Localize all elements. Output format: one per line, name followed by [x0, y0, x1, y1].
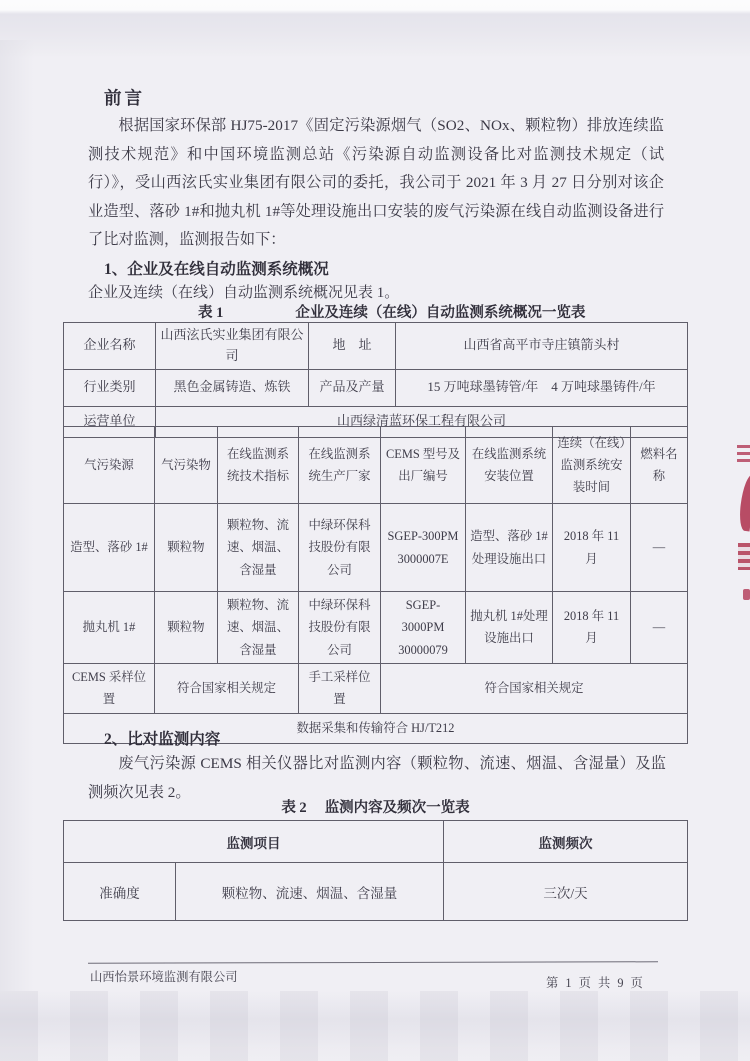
- section1-heading: 1、企业及在线自动监测系统概况: [104, 261, 329, 278]
- accuracy-frequency: 三次/天: [444, 863, 688, 921]
- table-row: [64, 663, 688, 713]
- row1-install-time: 2018 年 11 月: [553, 504, 631, 592]
- row1-manufacturer: 中绿环保科技股份有限公司: [299, 504, 381, 592]
- operator-value: 山西绿清蓝环保工程有限公司: [156, 406, 688, 437]
- col-header-pollution-source: 气污染源: [64, 427, 155, 504]
- table-header-row: [64, 427, 688, 504]
- col-header-pollutant: 气污染物: [155, 427, 218, 504]
- row2-fuel: —: [631, 592, 688, 664]
- table-row: [64, 863, 688, 921]
- preface-title: 前言: [104, 88, 145, 108]
- accuracy-items: 颗粒物、流速、烟温、含湿量: [176, 863, 444, 921]
- table-row: [64, 504, 688, 592]
- row2-pollutant: 颗粒物: [155, 592, 218, 664]
- col-header-monitor-items: 监测项目: [64, 821, 444, 863]
- table2-monitoring: [63, 820, 688, 921]
- table-row: [64, 323, 688, 370]
- address-label: 地 址: [309, 323, 396, 370]
- cems-sampling-label: CEMS 采样位置: [64, 663, 155, 713]
- col-header-manufacturer: 在线监测系统生产厂家: [299, 427, 381, 504]
- table1-label: 表 1: [198, 305, 224, 321]
- data-transmission-note: 数据采集和传输符合 HJ/T212: [64, 713, 688, 743]
- footer-company-name: 山西怡景环境监测有限公司: [90, 970, 238, 984]
- section2-heading: 2、比对监测内容: [104, 731, 221, 748]
- industry-value: 黑色金属铸造、炼铁: [156, 369, 309, 406]
- company-name-label: 企业名称: [64, 323, 156, 370]
- row1-model-serial: SGEP-300PM 3000007E: [381, 504, 466, 592]
- row2-install-time: 2018 年 11 月: [553, 592, 631, 664]
- operator-label: 运营单位: [64, 406, 156, 437]
- row2-source: 抛丸机 1#: [64, 592, 155, 664]
- col-header-install-time: 连续（在线）监测系统安装时间: [553, 427, 631, 504]
- table1-caption: [63, 301, 688, 322]
- table-header-row: [64, 821, 688, 863]
- accuracy-label: 准确度: [64, 863, 176, 921]
- scan-bottom-edge: [0, 991, 750, 1061]
- row2-tech-index: 颗粒物、流速、烟温、含湿量: [218, 592, 299, 664]
- scan-left-edge: [0, 40, 34, 1000]
- footer-divider: [88, 961, 658, 963]
- section2-paragraph: 废气污染源 CEMS 相关仪器比对监测内容（颗粒物、流速、烟温、含湿量）及监测频次见表 2。: [88, 755, 666, 801]
- row1-fuel: —: [631, 504, 688, 592]
- section1-intro: 企业及连续（在线）自动监测系统概况见表 1。: [88, 285, 400, 301]
- table-row: [64, 369, 688, 406]
- row1-pollutant: 颗粒物: [155, 504, 218, 592]
- manual-sampling-label: 手工采样位置: [299, 663, 381, 713]
- row2-model-serial: SGEP-3000PM 30000079: [381, 592, 466, 664]
- col-header-model-serial: CEMS 型号及出厂编号: [381, 427, 466, 504]
- industry-label: 行业类别: [64, 369, 156, 406]
- table-row: [64, 592, 688, 664]
- manual-sampling-value: 符合国家相关规定: [381, 663, 688, 713]
- row2-install-location: 抛丸机 1#处理 设施出口: [466, 592, 553, 664]
- table2-title: 监测内容及频次一览表: [324, 800, 470, 816]
- row1-source: 造型、落砂 1#: [64, 504, 155, 592]
- row1-tech-index: 颗粒物、流速、烟温、含湿量: [218, 504, 299, 592]
- col-header-tech-index: 在线监测系统技术指标: [218, 427, 299, 504]
- table2-label: 表 2: [281, 800, 307, 816]
- table1-cems: [63, 426, 688, 744]
- row2-manufacturer: 中绿环保科技股份有限公司: [299, 592, 381, 664]
- col-header-fuel: 燃料名称: [631, 427, 688, 504]
- product-label: 产品及产量: [309, 369, 396, 406]
- red-stamp-fragment-icon: [737, 445, 750, 466]
- cems-sampling-value: 符合国家相关规定: [155, 663, 299, 713]
- col-header-install-location: 在线监测系统安装位置: [466, 427, 553, 504]
- table1-info: [63, 322, 688, 438]
- row1-install-location: 造型、落砂 1# 处理设施出口: [466, 504, 553, 592]
- product-value: 15 万吨球墨铸管/年 4 万吨球墨铸件/年: [396, 369, 688, 406]
- scan-top-edge: [0, 0, 750, 58]
- address-value: 山西省高平市寺庄镇箭头村: [396, 323, 688, 370]
- red-stamp-fragment-icon: [738, 543, 750, 570]
- table2-caption: [63, 796, 688, 817]
- footer-page-number: 第 1 页 共 9 页: [546, 976, 645, 990]
- red-stamp-fragment-icon: [743, 589, 750, 600]
- red-stamp-fragment-icon: [738, 473, 750, 531]
- company-name-value: 山西泫氏实业集团有限公司: [156, 323, 309, 370]
- col-header-monitor-frequency: 监测频次: [444, 821, 688, 863]
- preface-paragraph: 根据国家环保部 HJ75-2017《固定污染源烟气（SO2、NOx、颗粒物）排放连续监测技术规范》和中国环境监测总站《污染源自动监测设备比对监测技术规定（试行）》，受山西泫氏实业集团有限公司的委托，我公司于 2021 年 3 月 27 日分别对该企业造型、落砂 1#和抛丸机 1#等处理设施出口安装的废气污染源在线自动监测设备进行了比对监测，监测报告如下：: [88, 117, 664, 249]
- table1-title: 企业及连续（在线）自动监测系统概况一览表: [295, 305, 586, 321]
